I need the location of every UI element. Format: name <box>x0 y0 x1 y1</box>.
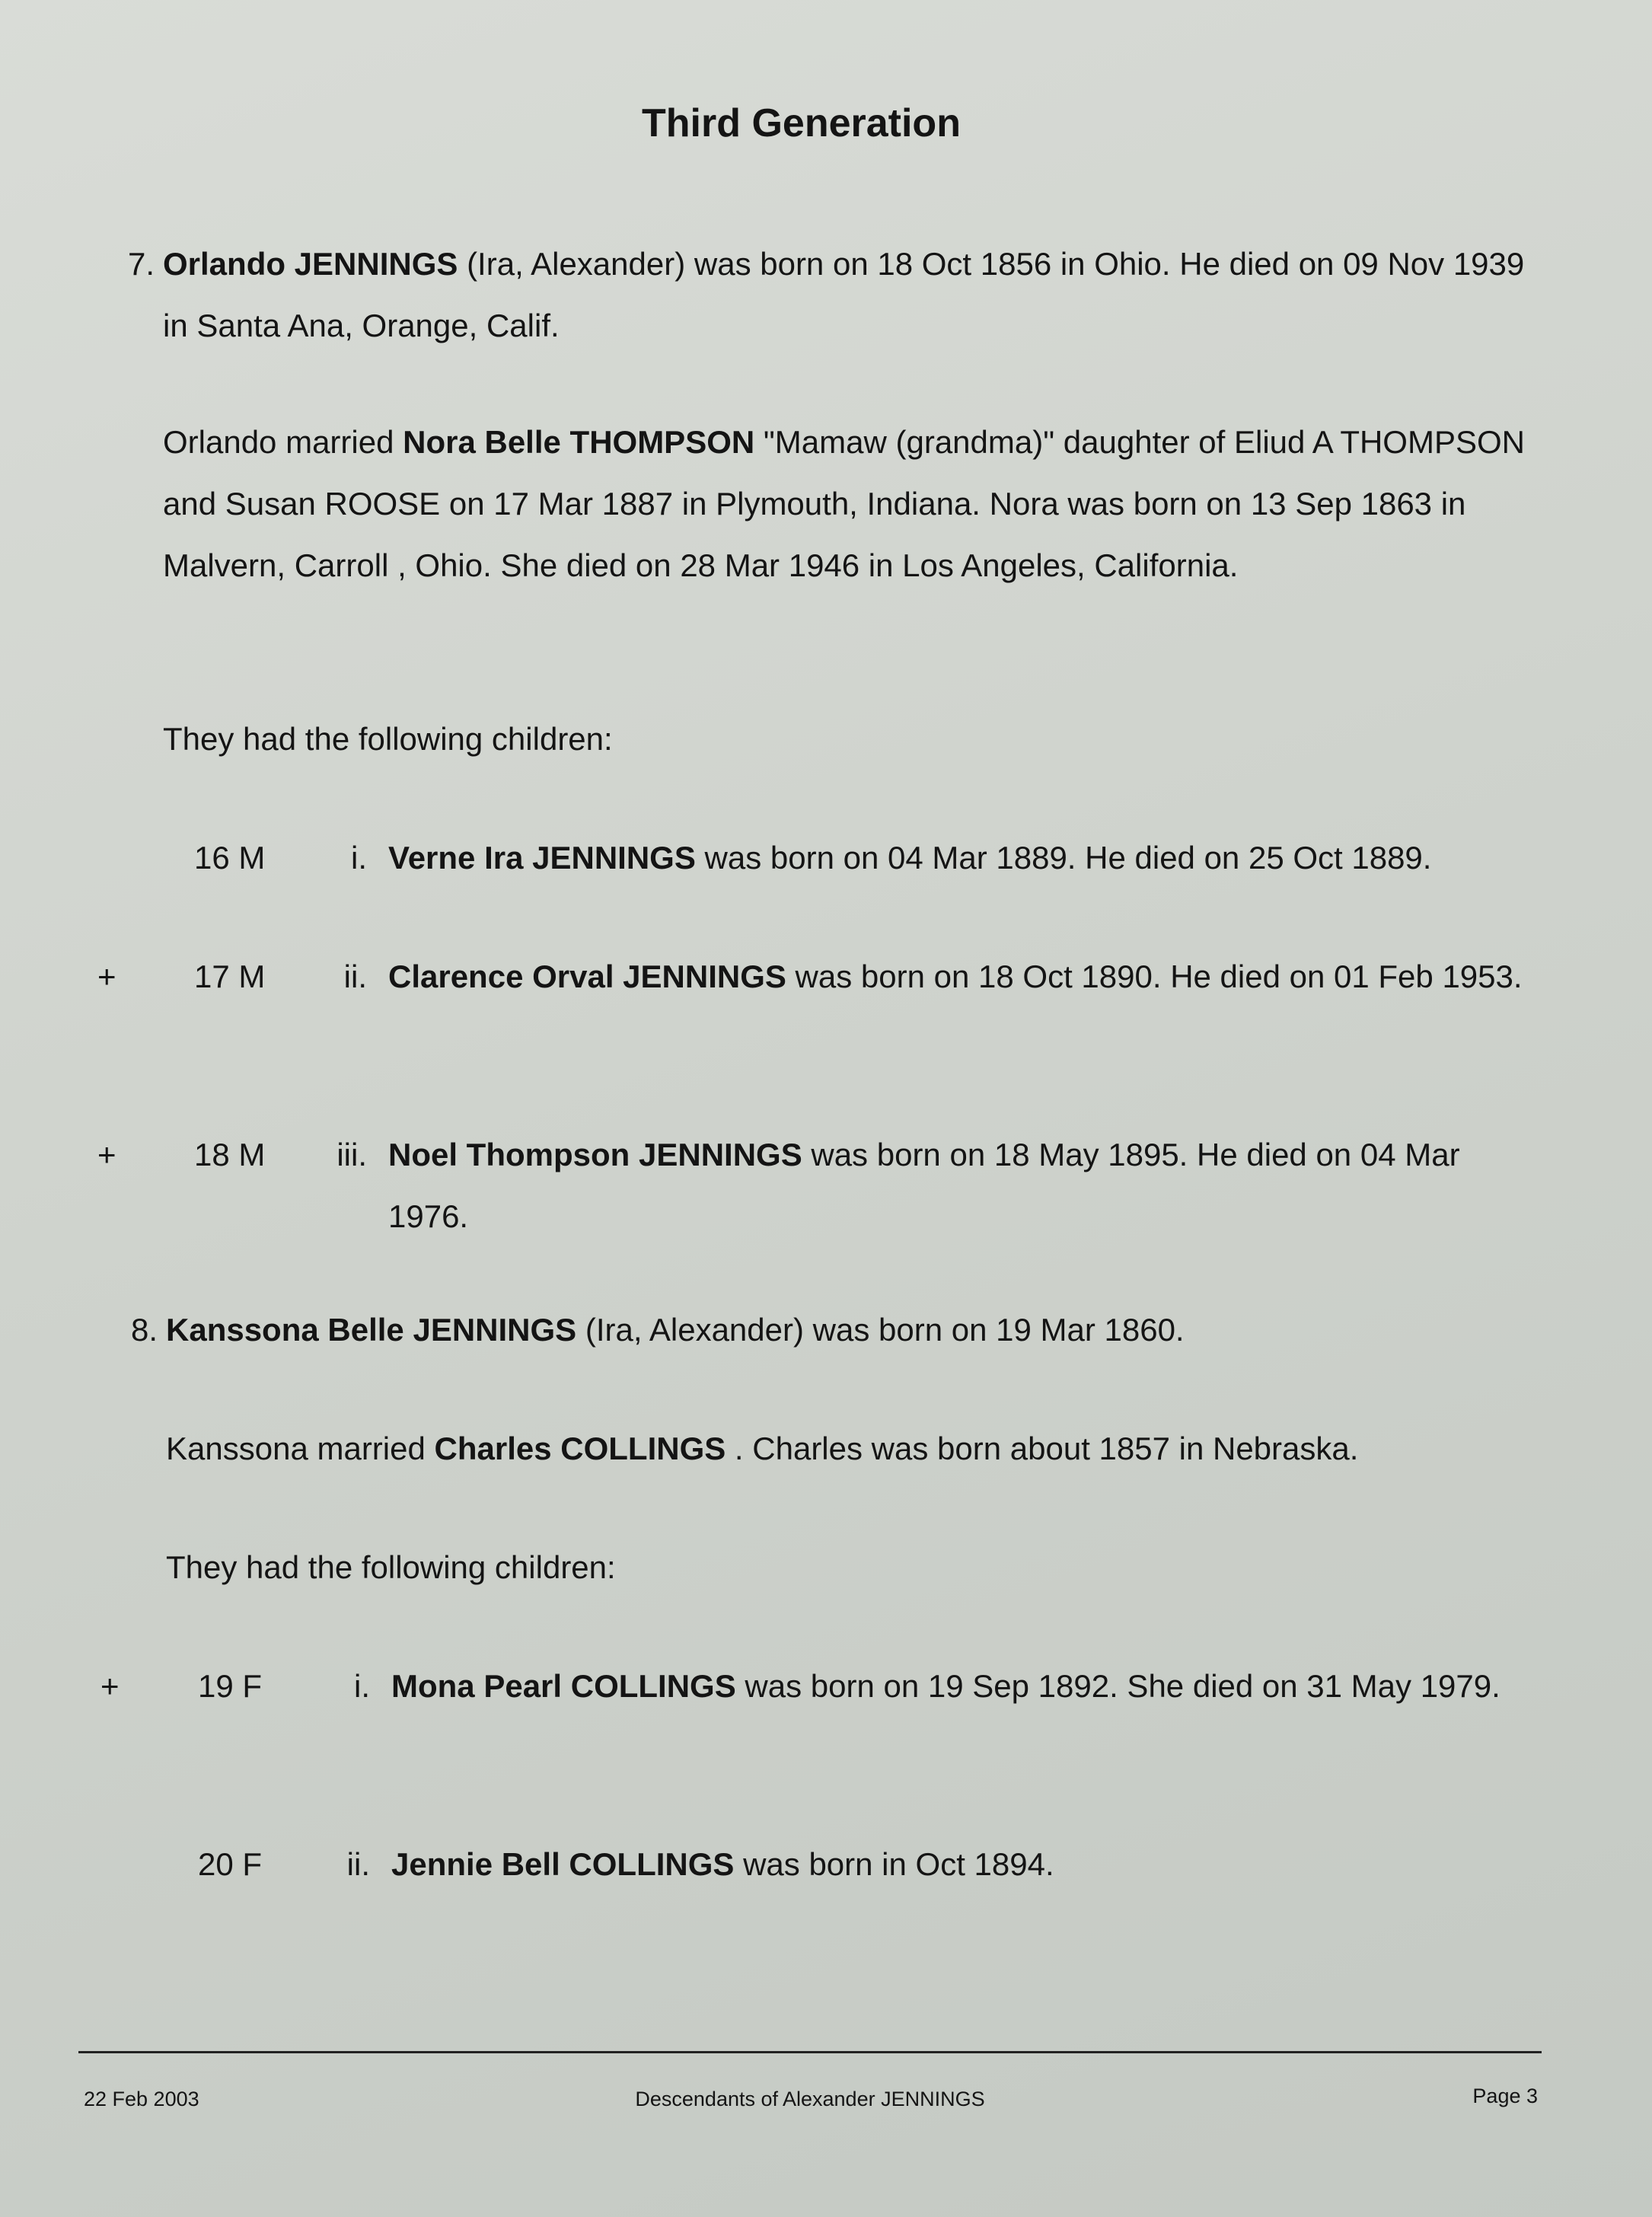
child-ordinal: ii. <box>343 959 367 994</box>
entry-paragraph <box>166 1299 1548 1361</box>
child-number: 20 F <box>198 1846 263 1882</box>
marriage-paragraph <box>163 411 1548 596</box>
spouse-name: Nora Belle THOMPSON <box>403 424 755 460</box>
child-ordinal: iii. <box>336 1137 367 1172</box>
child-entry <box>388 1124 1545 1247</box>
child-details: was born on 18 Oct 1890. He died on 01 Feb 1953. <box>786 959 1523 994</box>
person-lineage: (Ira, Alexander) was born on 18 Oct 1856 in Ohio. He died on 09 Nov 1939 in Santa Ana, Orange, Calif. <box>163 246 1525 343</box>
entry-number: 7. <box>128 246 155 282</box>
child-ordinal: i. <box>351 840 367 876</box>
entry-number: 8. <box>131 1312 158 1348</box>
child-number: 18 M <box>194 1137 266 1172</box>
entry-paragraph <box>163 233 1548 356</box>
marriage-details: "Mamaw (grandma)" daughter of Eliud A THOMPSON and Susan ROOSE on 17 Mar 1887 in Plymouth, Indiana. Nora was born on 13 Sep 1863 in Malvern, Carroll , Ohio. She died on 28 Mar 1946 in Los Angeles, California. <box>163 424 1525 583</box>
child-number: 17 M <box>194 959 266 994</box>
footer-page-number: Page 3 <box>1472 2085 1538 2107</box>
footer-divider <box>78 2051 1542 2053</box>
child-name: Mona Pearl COLLINGS <box>391 1668 736 1704</box>
person-name: Orlando JENNINGS <box>163 246 458 282</box>
child-number: 19 F <box>198 1668 263 1704</box>
child-entry <box>391 1655 1545 1717</box>
page-title: Third Generation <box>642 101 961 145</box>
spouse-name: Charles COLLINGS <box>434 1431 726 1466</box>
children-intro: They had the following children: <box>166 1549 616 1585</box>
child-name: Jennie Bell COLLINGS <box>391 1846 735 1882</box>
has-descendants-marker: + <box>97 1137 116 1172</box>
child-name: Clarence Orval JENNINGS <box>388 959 786 994</box>
child-number: 16 M <box>194 840 266 876</box>
marriage-prefix: Orlando married <box>163 424 403 460</box>
child-details: was born on 18 May 1895. He died on 04 Mar 1976. <box>388 1137 1460 1234</box>
person-lineage: (Ira, Alexander) was born on 19 Mar 1860. <box>576 1312 1185 1348</box>
child-name: Noel Thompson JENNINGS <box>388 1137 802 1172</box>
marriage-paragraph <box>166 1418 1548 1479</box>
child-entry <box>388 946 1545 1007</box>
has-descendants-marker: + <box>100 1668 120 1704</box>
child-name: Verne Ira JENNINGS <box>388 840 696 876</box>
child-entry <box>391 1833 1545 1895</box>
marriage-details: . Charles was born about 1857 in Nebraska. <box>726 1431 1359 1466</box>
child-details: was born in Oct 1894. <box>734 1846 1054 1882</box>
footer-date: 22 Feb 2003 <box>84 2088 199 2110</box>
footer-title: Descendants of Alexander JENNINGS <box>635 2088 985 2110</box>
children-intro: They had the following children: <box>163 721 613 757</box>
child-ordinal: i. <box>354 1668 370 1704</box>
child-details: was born on 19 Sep 1892. She died on 31 May 1979. <box>735 1668 1501 1704</box>
child-entry <box>388 827 1545 888</box>
marriage-prefix: Kanssona married <box>166 1431 435 1466</box>
has-descendants-marker: + <box>97 959 116 994</box>
child-ordinal: ii. <box>346 1846 370 1882</box>
person-name: Kanssona Belle JENNINGS <box>166 1312 577 1348</box>
child-details: was born on 04 Mar 1889. He died on 25 Oct 1889. <box>695 840 1432 876</box>
